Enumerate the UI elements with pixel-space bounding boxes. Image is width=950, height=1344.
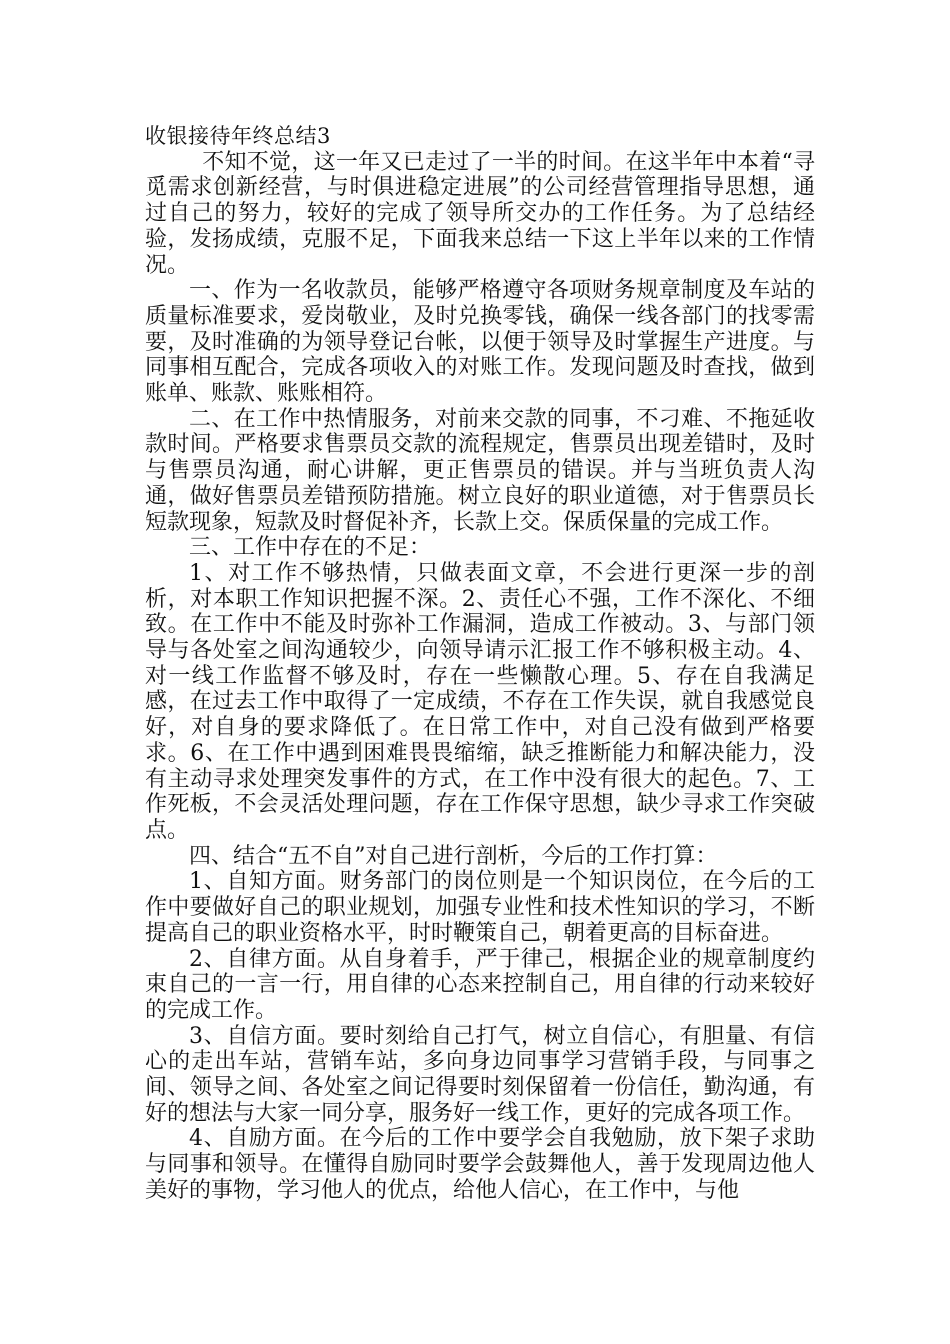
paragraph-section-1: 一、作为一名收款员，能够严格遵守各项财务规章制度及车站的质量标准要求，爱岗敬业，及时兑换零钱，确保一线各部门的找零需要，及时准确的为领导登记台帐，以便于领导及时掌握生产进度。与同事相互配合，完成各项收入的对账工作。发现问题及时查找，做到账单、账款、账账相符。 <box>145 278 815 407</box>
document-body <box>145 124 815 1204</box>
paragraph-self-confidence: 3、自信方面。要时刻给自己打气，树立自信心，有胆量、有信心的走出车站，营销车站，多向身边同事学习营销手段，与同事之间、领导之间、各处室之间记得要时刻保留着一份信任，勤沟通，有好的想法与大家一同分享，服务好一线工作，更好的完成各项工作。 <box>145 1023 815 1126</box>
paragraph-self-discipline: 2、自律方面。从自身着手，严于律己，根据企业的规章制度约束自己的一言一行，用自律的心态来控制自己，用自律的行动来较好的完成工作。 <box>145 946 815 1023</box>
paragraph-self-motivation: 4、自励方面。在今后的工作中要学会自我勉励，放下架子求助与同事和领导。在懂得自励同时要学会鼓舞他人，善于发现周边他人美好的事物，学习他人的优点，给他人信心，在工作中，与他 <box>145 1126 815 1203</box>
document-title: 收银接待年终总结3 <box>145 124 331 148</box>
paragraph-section-2: 二、在工作中热情服务，对前来交款的同事，不刁难、不拖延收款时间。严格要求售票员交款的流程规定，售票员出现差错时，及时与售票员沟通，耐心讲解，更正售票员的错误。并与当班负责人沟通，做好售票员差错预防措施。树立良好的职业道德，对于售票员长短款现象，短款及时督促补齐，长款上交。保质保量的完成工作。 <box>145 406 815 535</box>
paragraph-self-knowledge: 1、自知方面。财务部门的岗位则是一个知识岗位，在今后的工作中要做好自己的职业规划，加强专业性和技术性知识的学习，不断提高自己的职业资格水平，时时鞭策自己，朝着更高的目标奋进。 <box>145 869 815 946</box>
paragraph-intro: 不知不觉，这一年又已走过了一半的时间。在这半年中本着“寻觅需求创新经营，与时俱进稳定进展”的公司经营管理指导思想，通过自己的努力，较好的完成了领导所交办的工作任务。为了总结经验，发扬成绩，克服不足，下面我来总结一下这上半年以来的工作情况。 <box>145 149 815 278</box>
paragraph-shortcomings: 1、对工作不够热情，只做表面文章，不会进行更深一步的剖析，对本职工作知识把握不深。2、责任心不强，工作不深化、不细致。在工作中不能及时弥补工作漏洞，造成工作被动。3、与部门领导与各处室之间沟通较少，向领导请示汇报工作不够积极主动。4、对一线工作监督不够及时，存在一些懒散心理。5、存在自我满足感，在过去工作中取得了一定成绩，不存在工作失误，就自我感觉良好，对自身的要求降低了。在日常工作中，对自己没有做到严格要求。6、在工作中遇到困难畏畏缩缩，缺乏推断能力和解决能力，没有主动寻求处理突发事件的方式，在工作中没有很大的起色。7、工作死板，不会灵活处理问题，存在工作保守思想，缺少寻求工作突破点。 <box>145 560 815 843</box>
paragraph-section-3-heading: 三、工作中存在的不足： <box>189 535 432 561</box>
paragraph-section-4-heading: 四、结合“五不自”对自己进行剖析，今后的工作打算： <box>189 843 718 869</box>
